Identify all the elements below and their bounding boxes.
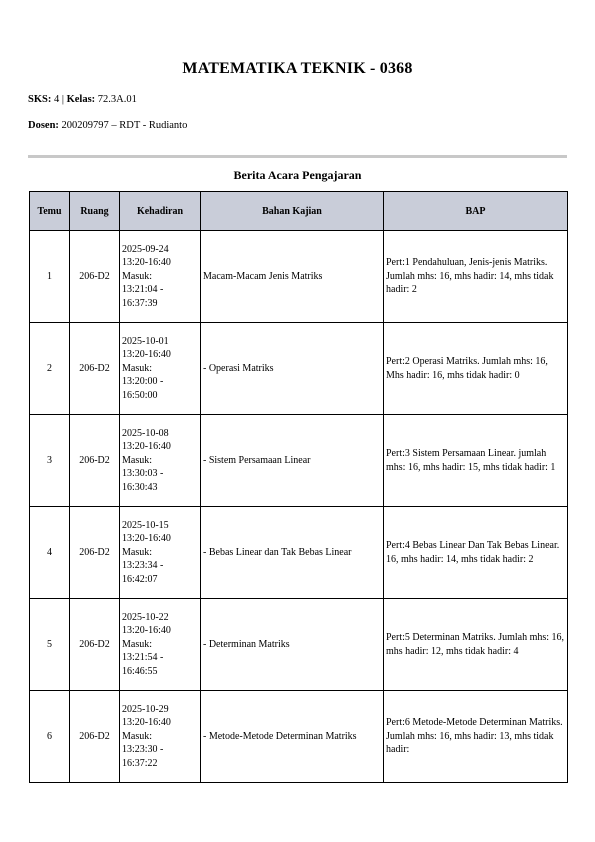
cell-temu: 1 [30,231,70,323]
masuk-waktu: 13:30:03 - [122,468,164,480]
masuk-label: Masuk: [122,362,152,374]
cell-temu: 5 [30,599,70,691]
jam: 13:20-16:40 [122,257,171,269]
cell-ruang: 206-D2 [70,415,120,507]
jam: 13:20-16:40 [122,441,171,453]
cell-kehadiran [120,507,201,599]
tanggal: 2025-10-15 [122,519,169,531]
keluar-waktu: 16:37:22 [122,757,158,769]
table-row [30,599,568,691]
tanggal: 2025-10-01 [122,335,169,347]
dosen-value: 200209797 – RDT - Rudianto [61,120,188,131]
masuk-waktu: 13:21:54 - [122,652,164,664]
sks-value: 4 [53,94,60,105]
column-header-bap: BAP [384,192,568,231]
divider [28,155,567,158]
column-header-temu: Temu [30,192,70,231]
masuk-label: Masuk: [122,454,152,466]
separator: | [61,94,64,105]
tanggal: 2025-10-22 [122,611,169,623]
cell-kehadiran [120,231,201,323]
masuk-waktu: 13:21:04 - [122,284,164,296]
tanggal: 2025-09-24 [122,243,169,255]
sks-label: SKS: [28,94,52,105]
kelas-label: Kelas: [66,94,96,105]
masuk-waktu: 13:23:34 - [122,560,164,572]
cell-temu: 6 [30,691,70,783]
table-row [30,231,568,323]
tanggal: 2025-10-29 [122,703,169,715]
cell-temu: 2 [30,323,70,415]
cell-bahan-kajian: - Metode-Metode Determinan Matriks [201,691,384,783]
page-title: MATEMATIKA TEKNIK - 0368 [182,60,413,77]
cell-bahan-kajian: - Sistem Persamaan Linear [201,415,384,507]
keluar-waktu: 16:30:43 [122,481,158,493]
cell-bap: Pert:6 Metode-Metode Determinan Matriks. Jumlah mhs: 16, mhs hadir: 13, mhs tidak hadir: [384,691,568,783]
jam: 13:20-16:40 [122,717,171,729]
cell-bap: Pert:1 Pendahuluan, Jenis-jenis Matriks. Jumlah mhs: 16, mhs hadir: 14, mhs tidak hadir: 2 [384,231,568,323]
cell-bap: Pert:5 Determinan Matriks. Jumlah mhs: 16, mhs hadir: 12, mhs tidak hadir: 4 [384,599,568,691]
column-header-ruang: Ruang [70,192,120,231]
jam: 13:20-16:40 [122,625,171,637]
jam: 13:20-16:40 [122,349,171,361]
masuk-label: Masuk: [122,546,152,558]
masuk-label: Masuk: [122,270,152,282]
cell-temu: 4 [30,507,70,599]
cell-kehadiran [120,599,201,691]
cell-bahan-kajian: - Bebas Linear dan Tak Bebas Linear [201,507,384,599]
cell-bap: Pert:4 Bebas Linear Dan Tak Bebas Linear. 16, mhs hadir: 14, mhs tidak hadir: 2 [384,507,568,599]
masuk-waktu: 13:23:30 - [122,744,164,756]
keluar-waktu: 16:46:55 [122,665,158,677]
column-header-kehadiran: Kehadiran [120,192,201,231]
cell-kehadiran [120,691,201,783]
masuk-waktu: 13:20:00 - [122,376,164,388]
cell-bap: Pert:2 Operasi Matriks. Jumlah mhs: 16, Mhs hadir: 16, mhs tidak hadir: 0 [384,323,568,415]
cell-ruang: 206-D2 [70,599,120,691]
masuk-label: Masuk: [122,638,152,650]
table-row [30,323,568,415]
dosen-label: Dosen: [28,120,59,131]
lecturer-info [28,120,187,131]
keluar-waktu: 16:42:07 [122,573,158,585]
jam: 13:20-16:40 [122,533,171,545]
keluar-waktu: 16:37:39 [122,297,158,309]
cell-temu: 3 [30,415,70,507]
cell-bahan-kajian: - Determinan Matriks [201,599,384,691]
cell-bahan-kajian: Macam-Macam Jenis Matriks [201,231,384,323]
cell-ruang: 206-D2 [70,691,120,783]
cell-bahan-kajian: - Operasi Matriks [201,323,384,415]
cell-kehadiran [120,323,201,415]
course-info [28,94,137,105]
keluar-waktu: 16:50:00 [122,389,158,401]
section-title: Berita Acara Pengajaran [233,168,362,182]
cell-kehadiran [120,415,201,507]
kelas-value: 72.3A.01 [97,94,137,105]
table-header-row [30,192,568,231]
table-row [30,507,568,599]
cell-ruang: 206-D2 [70,507,120,599]
cell-ruang: 206-D2 [70,231,120,323]
table-row [30,415,568,507]
bap-table [29,191,568,783]
column-header-bahan-kajian: Bahan Kajian [201,192,384,231]
tanggal: 2025-10-08 [122,427,169,439]
cell-ruang: 206-D2 [70,323,120,415]
cell-bap: Pert:3 Sistem Persamaan Linear. jumlah mhs: 16, mhs hadir: 15, mhs tidak hadir: 1 [384,415,568,507]
masuk-label: Masuk: [122,730,152,742]
table-row [30,691,568,783]
